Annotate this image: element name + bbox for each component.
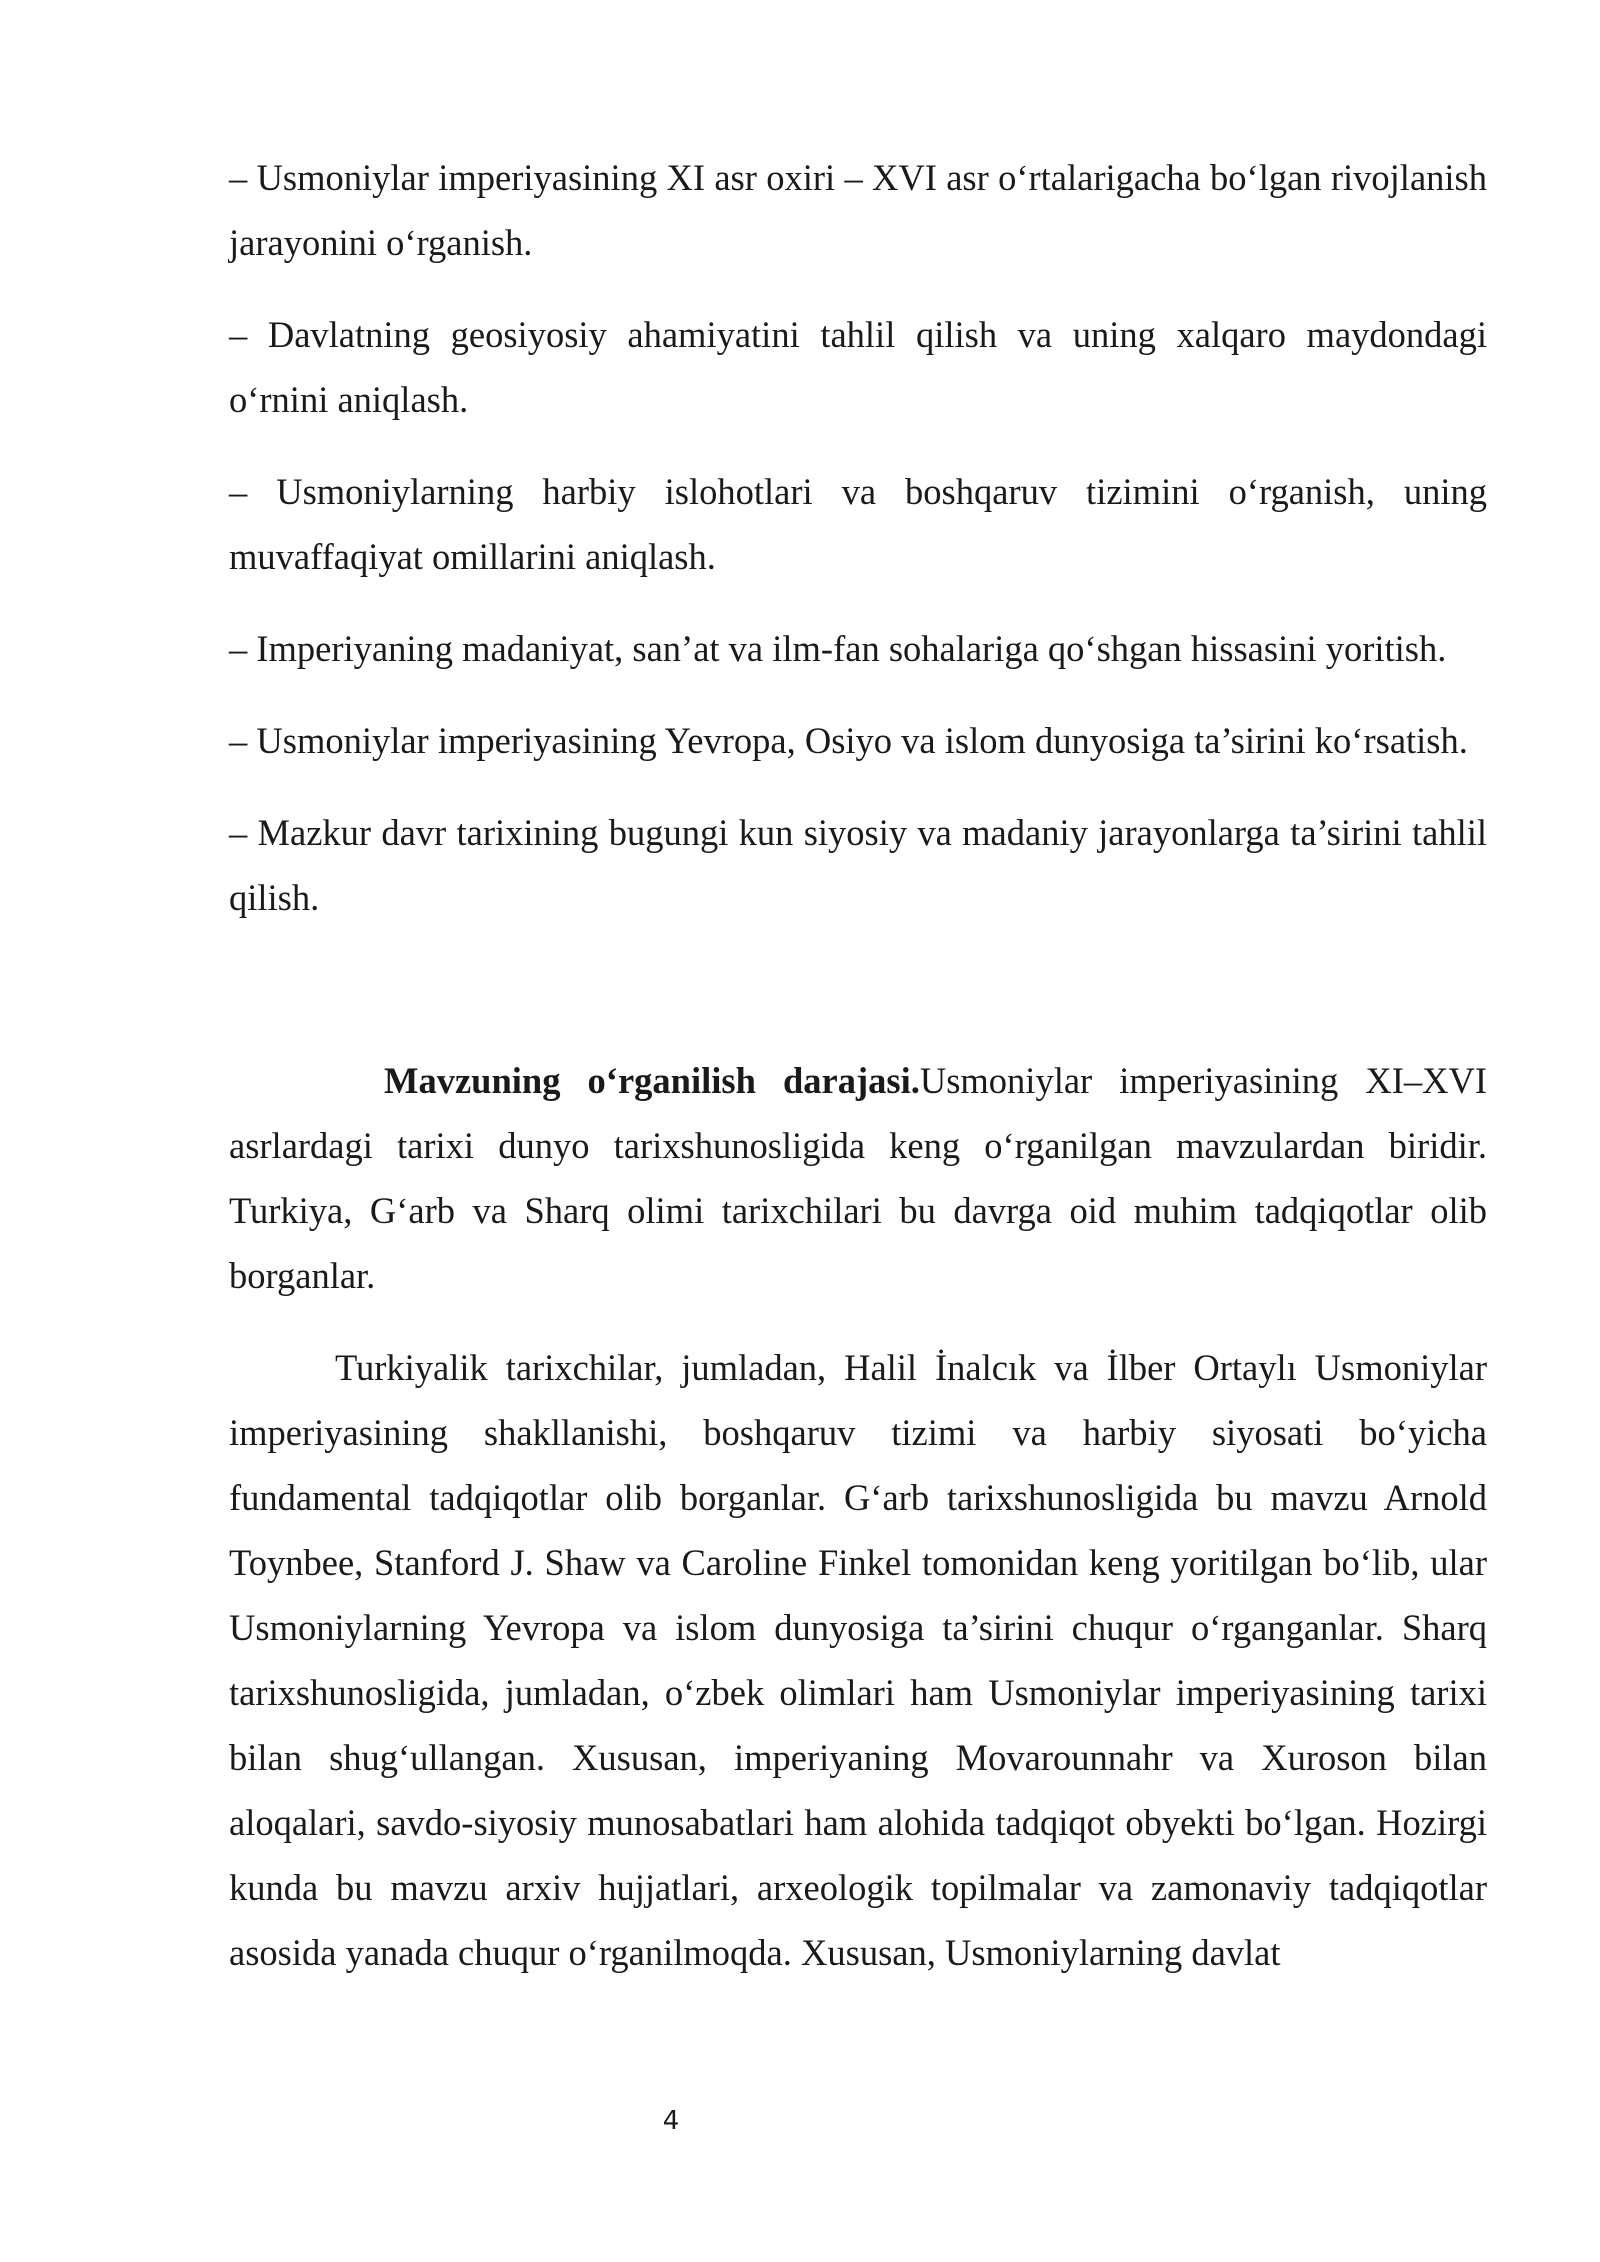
list-item-5: – Usmoniylar imperiyasining Yevropa, Osiyo va islom dunyosiga ta’sirini ko‘rsatish. xyxy=(229,720,1468,761)
page-number: 4 xyxy=(662,2106,680,2136)
list-item-3: – Usmoniylarning harbiy islohotlari va boshqaruv tizimini o‘rganish, uning muvaffaqiyat omillarini aniqlash. xyxy=(229,471,1487,577)
section-paragraph xyxy=(229,1048,1487,1308)
page-body xyxy=(229,145,1487,1985)
list-item-4: – Imperiyaning madaniyat, san’at va ilm-fan sohalariga qo‘shgan hissasini yoritish. xyxy=(229,628,1447,669)
section-intro-text: Usmoniylar imperiyasining XI–XVI asrlardagi tarixi dunyo tarixshunosligida keng o‘rganilgan mavzulardan biridir. Turkiya, G‘arb va Sharq olimi tarixchilari bu davrga oid muhim tadqiqotlar olib borganlar. xyxy=(229,1060,1487,1296)
list-item-1: – Usmoniylar imperiyasining XI asr oxiri – XVI asr o‘rtalarigacha bo‘lgan rivojlanish jarayonini o‘rganish. xyxy=(229,157,1487,263)
section-heading: Mavzuning o‘rganilish darajasi. xyxy=(384,1060,920,1101)
list-item-2: – Davlatning geosiyosiy ahamiyatini tahlil qilish va uning xalqaro maydondagi o‘rnini aniqlash. xyxy=(229,314,1487,420)
body-paragraph: Turkiyalik tarixchilar, jumladan, Halil İnalcık va İlber Ortaylı Usmoniylar imperiyasining shakllanishi, boshqaruv tizimi va harbiy siyosati bo‘yicha fundamental tadqiqotlar olib borganlar. G‘arb tarixshunosligida bu mavzu Arnold Toynbee, Stanford J. Shaw va Caroline Finkel tomonidan keng yoritilgan bo‘lib, ular Usmoniylarning Yevropa va islom dunyosiga ta’sirini chuqur o‘rganganlar. Sharq tarixshunosligida, jumladan, o‘zbek olimlari ham Usmoniylar imperiyasining tarixi bilan shug‘ullangan. Xususan, imperiyaning Movarounnahr va Xuroson bilan aloqalari, savdo-siyosiy munosabatlari ham alohida tadqiqot obyekti bo‘lgan. Hozirgi kunda bu mavzu arxiv hujjatlari, arxeologik topilmalar va zamonaviy tadqiqotlar asosida yanada chuqur o‘rganilmoqda. Xususan, Usmoniylarning davlat xyxy=(229,1347,1487,1973)
list-item-6: – Mazkur davr tarixining bugungi kun siyosiy va madaniy jarayonlarga ta’sirini tahlil qilish. xyxy=(229,812,1487,918)
